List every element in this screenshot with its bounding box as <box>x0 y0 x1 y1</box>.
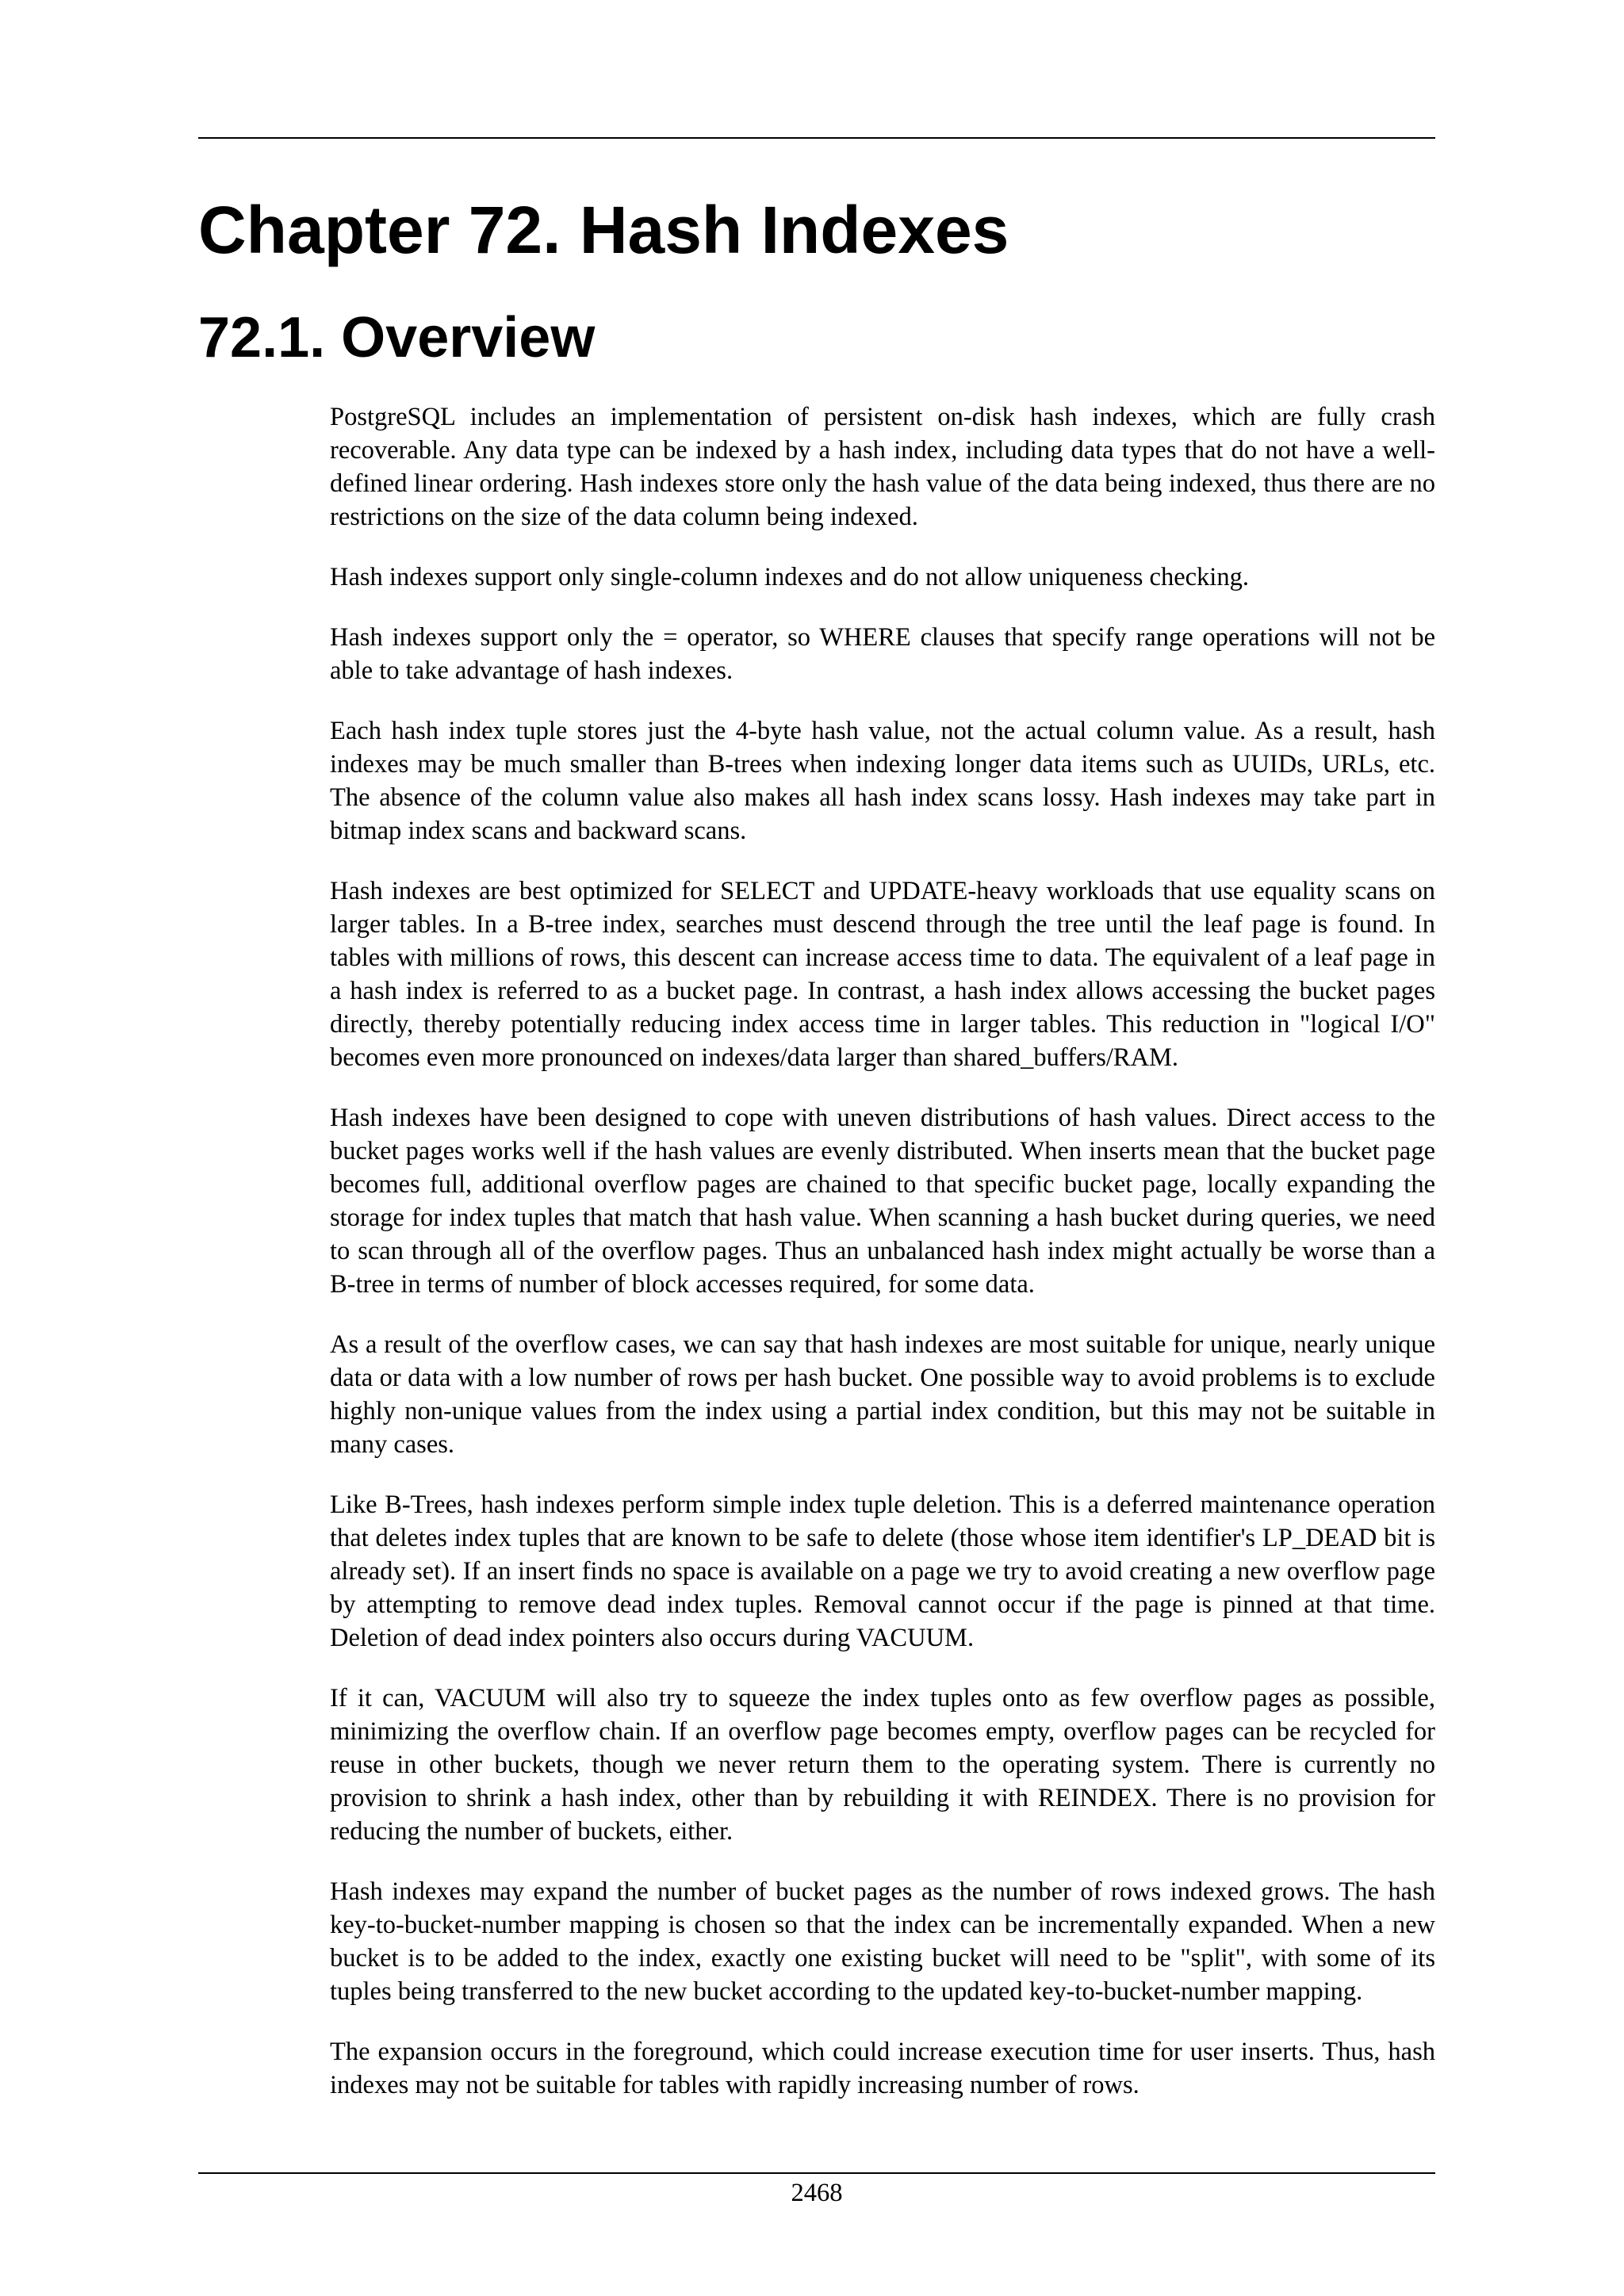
paragraph: Hash indexes support only single-column indexes and do not allow uniqueness checking. <box>330 563 1249 591</box>
footer-rule <box>198 2172 1435 2174</box>
chapter-title: Chapter 72. Hash Indexes <box>198 193 1009 267</box>
paragraph: The expansion occurs in the foreground, which could increase execution time for user inserts. Thus, hash indexes may not be suitable for tables with rapidly increasing number of rows. <box>330 2038 1435 2099</box>
paragraph: Hash indexes may expand the number of bucket pages as the number of rows indexed grows. The hash key-to-bucket-number mapping is chosen so that the index can be incrementally expanded. When a new bucket is to be added to the index, exactly one existing bucket will need to be "split", with some of its tuples being transferred to the new bucket according to the updated key-to-bucket-number mapping. <box>330 1877 1435 2006</box>
section-body <box>330 400 1435 2129</box>
paragraph: Each hash index tuple stores just the 4-byte hash value, not the actual column value. As a result, hash indexes may be much smaller than B-trees when indexing longer data items such as UUIDs, URLs, etc. The absence of the column value also makes all hash index scans lossy. Hash indexes may take part in bitmap index scans and backward scans. <box>330 717 1435 845</box>
paragraph: As a result of the overflow cases, we can say that hash indexes are most suitable for unique, nearly unique data or data with a low number of rows per hash bucket. One possible way to avoid problems is to exclude highly non-unique values from the index using a partial index condition, but this may not be suitable in many cases. <box>330 1330 1435 1459</box>
paragraph: Hash indexes support only the = operator, so WHERE clauses that specify range operations will not be able to take advantage of hash indexes. <box>330 623 1435 685</box>
page-number: 2468 <box>791 2179 843 2207</box>
paragraph: If it can, VACUUM will also try to squeeze the index tuples onto as few overflow pages as possible, minimizing the overflow chain. If an overflow page becomes empty, overflow pages can be recycled for reuse in other buckets, though we never return them to the operating system. There is currently no provision to shrink a hash index, other than by rebuilding it with REINDEX. There is no provision for reducing the number of buckets, either. <box>330 1684 1435 1846</box>
paragraph: PostgreSQL includes an implementation of persistent on-disk hash indexes, which are fully crash recoverable. Any data type can be indexed by a hash index, including data types that do not have a well-defined linear ordering. Hash indexes store only the hash value of the data being indexed, thus there are no restrictions on the size of the data column being indexed. <box>330 403 1435 531</box>
paragraph: Hash indexes have been designed to cope with uneven distributions of hash values. Direct access to the bucket pages works well if the hash values are evenly distributed. When inserts mean that the bucket page becomes full, additional overflow pages are chained to that specific bucket page, locally expanding the storage for index tuples that match that hash value. When scanning a hash bucket during queries, we need to scan through all of the overflow pages. Thus an unbalanced hash index might actually be worse than a B-tree in terms of number of block accesses required, for some data. <box>330 1104 1435 1299</box>
header-rule <box>198 137 1435 139</box>
paragraph: Like B-Trees, hash indexes perform simple index tuple deletion. This is a deferred maintenance operation that deletes index tuples that are known to be safe to delete (those whose item identifier's LP_DEAD bit is already set). If an insert finds no space is available on a page we try to avoid creating a new overflow page by attempting to remove dead index tuples. Removal cannot occur if the page is pinned at that time. Deletion of dead index pointers also occurs during VACUUM. <box>330 1490 1435 1652</box>
section-title: 72.1. Overview <box>198 306 596 369</box>
paragraph: Hash indexes are best optimized for SELECT and UPDATE-heavy workloads that use equality scans on larger tables. In a B-tree index, searches must descend through the tree until the leaf page is found. In tables with millions of rows, this descent can increase access time to data. The equivalent of a leaf page in a hash index is referred to as a bucket page. In contrast, a hash index allows accessing the bucket pages directly, thereby potentially reducing index access time in larger tables. This reduction in "logical I/O" becomes even more pronounced on indexes/data larger than shared_buffers/RAM. <box>330 877 1435 1072</box>
